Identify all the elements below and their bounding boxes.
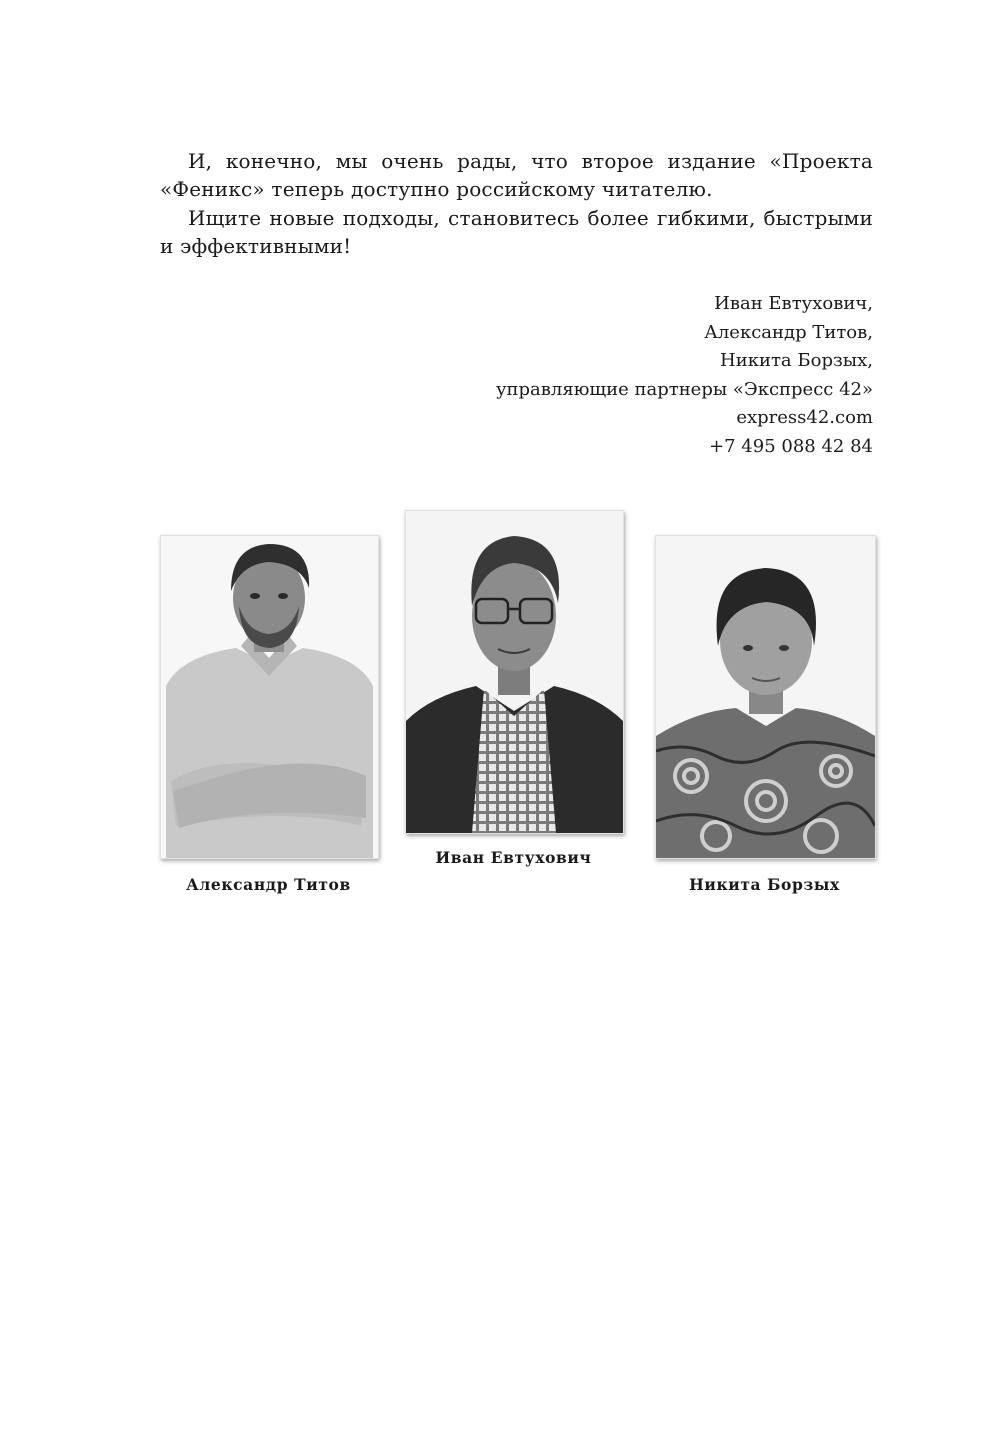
photo-nikita-borzykh — [655, 535, 876, 859]
photo-ivan-evtukhovich — [405, 510, 624, 834]
portrait-illustration-evtukhovich — [406, 511, 623, 833]
paragraph-1: И, конечно, мы очень рады, что второе издание «Проекта «Феникс» теперь доступно российскому читателю. — [160, 149, 873, 201]
signature-phone: +7 495 088 42 84 — [709, 435, 873, 457]
signature-name-3: Никита Борзых, — [720, 350, 873, 371]
portrait-illustration-titov — [161, 536, 378, 858]
caption-alexander-titov: Александр Титов — [186, 875, 351, 894]
signature-name-1: Иван Евтухович, — [714, 293, 873, 314]
portrait-illustration-borzykh — [656, 536, 875, 858]
photo-alexander-titov — [160, 535, 379, 859]
signature-website: express42.com — [736, 407, 873, 428]
caption-nikita-borzykh: Никита Борзых — [689, 875, 840, 894]
signature-name-2: Александр Титов, — [704, 321, 873, 343]
signature-role: управляющие партнеры «Экспресс 42» — [495, 378, 873, 400]
paragraph-2: Ищите новые подходы, становитесь более гибкими, быстрыми и эффективными! — [160, 206, 873, 258]
caption-ivan-evtukhovich: Иван Евтухович — [435, 848, 592, 867]
signature-block — [353, 290, 873, 461]
